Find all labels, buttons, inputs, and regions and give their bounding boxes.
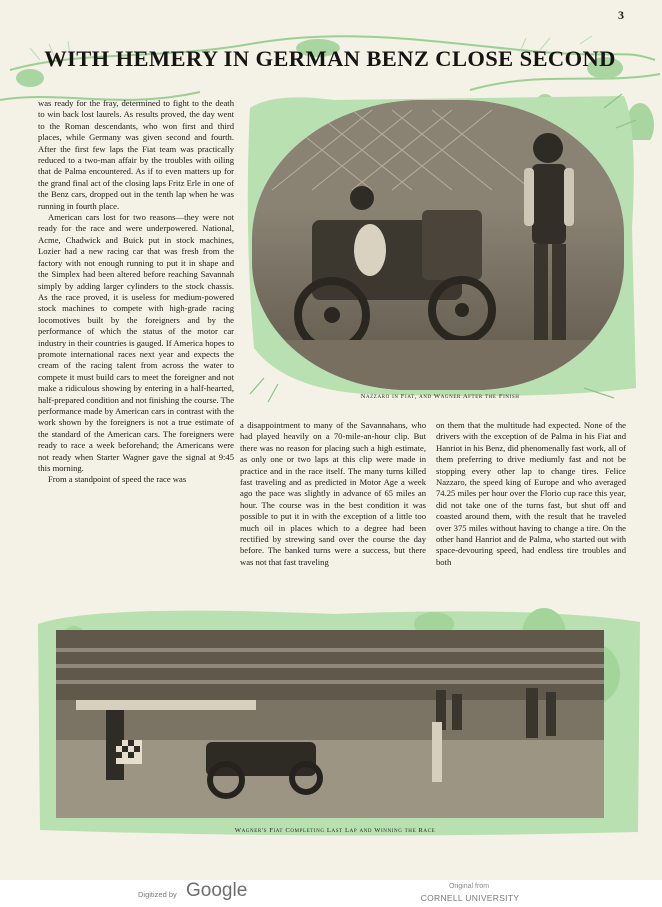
photo-wagner-finish (56, 630, 604, 818)
paragraph: a disappointment to many of the Savannahans, who had played heavily on a 70-mile-an-hour clip. But there was no reason for placing such a high estimate, as only one or two laps at this clip were made in practice and in the race itself. The many turns killed fast traveling and as predicted in Motor Age a week ago the pace was slightly in advance of 65 miles an hour. The course was in the best condition it was possible to put it in with the exception of a little too much oil in places which to a degree had been rectified by strewing sand over the course the day before. The banked turns were a success, but there was not that fast traveling (240, 420, 426, 567)
digitized-by-label: Digitized by (138, 890, 177, 899)
institution-label: CORNELL UNIVERSITY (420, 893, 520, 903)
google-logo-text: Google (186, 880, 248, 901)
photo-wagner-finish-image (56, 630, 604, 818)
paragraph: From a standpoint of speed the race was (48, 474, 187, 485)
paragraph: on them that the multitude had expected. None of the drivers with the exception of de Palma in his Fiat and Hanriot in his Benz, did phenomenally fast work, all of them preferring to drive mediumly fast and not be stopping every other lap to change tires. Felice Nazzaro, the speed king of Europe and who averaged 74.25 miles per hour over the Florio cup race this year, did not take one of the turns fast, but shut off and coasted around them, with the result that he traveled over 375 miles without having to change a tire. On the other hand Hanriot and de Palma, who started out with space-devouring speed, had endless tire troubles and both (436, 420, 626, 567)
paragraph: American cars lost for two reasons—they were not ready for the race and were underpowered. National, Acme, Chadwick and Buick put in stock machines, Lozier had a new racing car that was fresh from the factory with not enough running to put it in shape and the Simplex had been altered before reaching Savannah simply by adding larger cylinders to the stock chassis. As the race proved, it is useless for medium-powered stock machines to compete with high-grade racing locomotives built by the foreigners and by the performance of which the status of the motor car industry in their countries is gauged. If America hopes to promote international races next year and expects the cream of the racing talent from across the water to compete it must build cars to meet the foreigner and not make a ridiculous showing by entering in a half-hearted, half-prepared condition and not finishing the course. The performance made by American cars in contrast with the work shown by the foreigners is not a true estimate of the standard of the American cars. The foreigners were ready to race a week beforehand; the Americans were not ready when Starter Wagner gave the signal at 9:45 this morning. (38, 212, 235, 473)
article-column-right (436, 420, 626, 568)
headline: WITH HEMERY IN GERMAN BENZ CLOSE SECOND (44, 46, 616, 71)
digitization-footer (0, 880, 662, 907)
photo-caption-bottom: Wagner's Fiat Completing Last Lap and Winning the Race (234, 827, 436, 834)
paragraph: was ready for the fray, determined to fight to the death to win back lost laurels. As results proved, the day went to the Roman descendants, who won first and third places, while Germany was given second and fourth. After the first few laps the Fiat team was practically reduced to a two-man affair by the troubles with oiling that de Palma encountered. As if to even matters up for the grand final act of the closing laps Fritz Erle in one of the Benz cars, dropped out in the tenth lap when he was running in fourth place. (38, 98, 234, 211)
article-column-left (38, 98, 234, 486)
article-column-middle (240, 420, 426, 568)
photo-caption-top: Nazzaro in Fiat, and Wagner After the Finish (360, 393, 520, 400)
photo-nazzaro-wagner-image (252, 100, 624, 390)
photo-nazzaro-wagner (252, 100, 624, 390)
original-from-label: Original from (448, 883, 490, 890)
page-number: 3 (618, 8, 624, 22)
